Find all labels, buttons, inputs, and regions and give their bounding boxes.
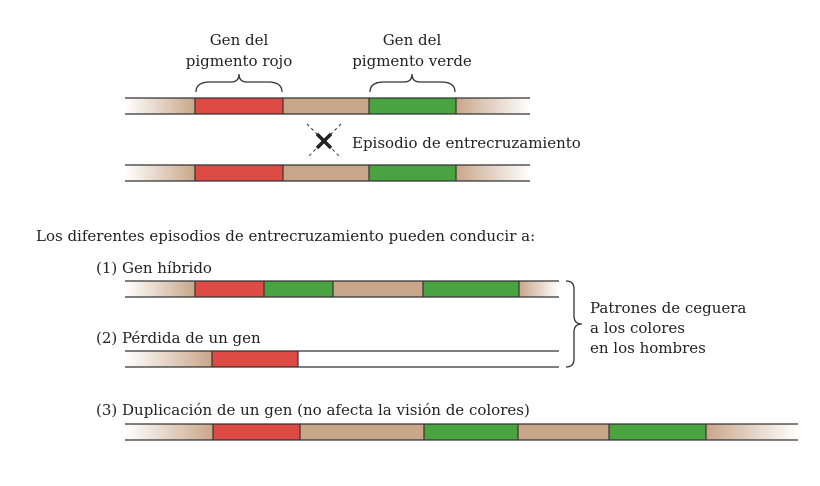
green-gene-label-1: Gen del: [382, 31, 442, 49]
green-gene-segment: [264, 281, 333, 297]
bracket-label-2: a los colores: [590, 319, 686, 337]
green-gene-segment: [609, 424, 706, 440]
bracket-label-3: en los hombres: [590, 339, 706, 357]
chromosome-hybrid: [125, 281, 559, 297]
case3-label: (3) Duplicación de un gen (no afecta la visión de colores): [96, 401, 530, 419]
red-gene-segment: [195, 281, 264, 297]
chromosome-duplication: [125, 424, 798, 440]
green-gene-label-2: pigmento verde: [352, 52, 472, 70]
green-gene-segment: [369, 98, 456, 114]
red-gene-label-1: Gen del: [209, 31, 269, 49]
chromosome-bottom: [125, 165, 530, 181]
green-gene-segment: [423, 281, 519, 297]
intro-text: Los diferentes episodios de entrecruzamiento pueden conducir a:: [36, 227, 536, 245]
case1-label: (1) Gen híbrido: [96, 259, 212, 277]
crossover-x-icon: [307, 124, 341, 158]
green-gene-segment: [369, 165, 456, 181]
color-blindness-brace: [566, 281, 582, 367]
red-gene-segment: [195, 165, 283, 181]
red-gene-segment: [195, 98, 283, 114]
case2-label: (2) Pérdida de un gen: [96, 329, 261, 347]
green-gene-segment: [424, 424, 518, 440]
chromosome-top: [125, 98, 530, 114]
red-gene-segment: [213, 424, 300, 440]
red-gene-segment: [212, 351, 298, 367]
red-gene-label-2: pigmento rojo: [185, 52, 293, 70]
chromosome-loss: [125, 351, 559, 367]
crossover-label: Episodio de entrecruzamiento: [352, 134, 581, 152]
bracket-label-1: Patrones de ceguera: [590, 299, 747, 317]
red-gene-brace: [196, 74, 282, 92]
green-gene-brace: [370, 74, 455, 92]
